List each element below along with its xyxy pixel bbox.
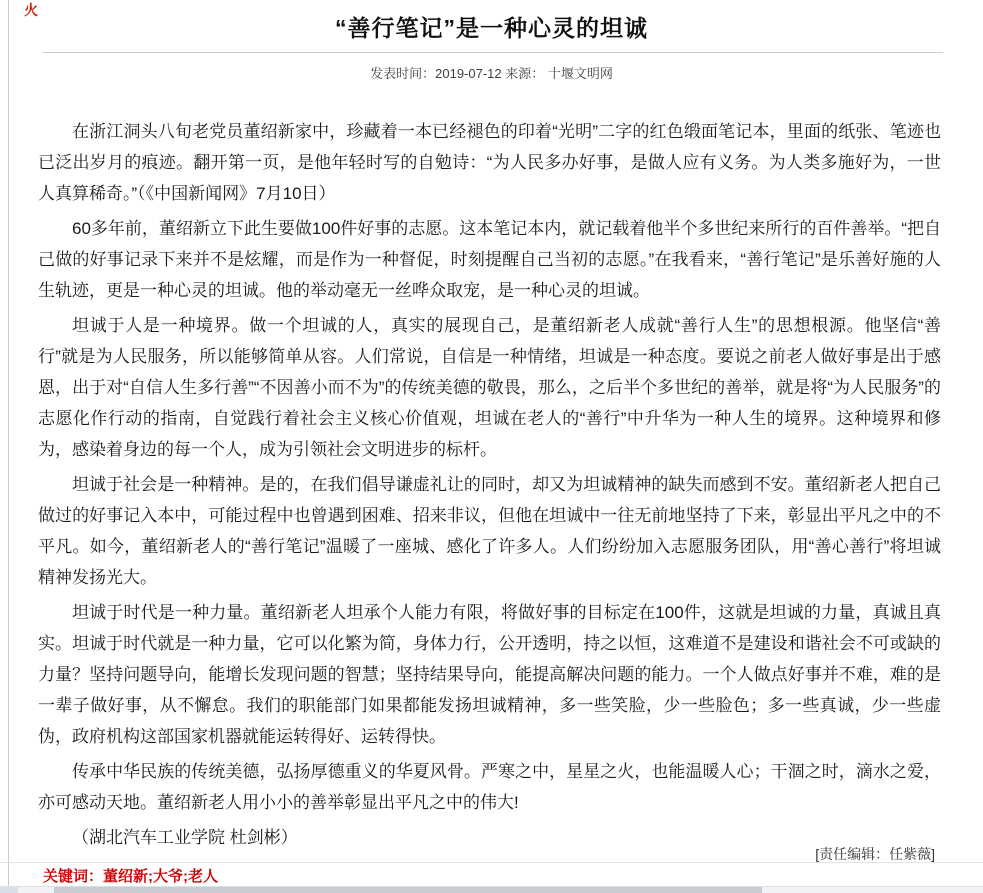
horizontal-scrollbar[interactable] xyxy=(0,886,983,893)
scrollbar-left-button[interactable] xyxy=(0,887,18,893)
title-divider xyxy=(43,52,943,53)
footer-divider xyxy=(0,862,983,863)
keywords-row xyxy=(43,867,218,886)
keywords-label: 关键词： xyxy=(43,868,104,885)
article-title: “善行笔记”是一种心灵的坦诚 xyxy=(335,15,648,41)
article-signature: （湖北汽车工业学院 杜剑彬） xyxy=(72,828,298,847)
scrollbar-thumb[interactable] xyxy=(54,887,762,893)
keyword-links[interactable]: 董绍新;大爷;老人 xyxy=(103,868,219,885)
article-meta: 发表时间：2019-07-12 来源： 十堰文明网 xyxy=(370,66,613,81)
corner-fire-icon: 火 xyxy=(24,2,38,18)
paragraph: 60多年前，董绍新立下此生要做100件好事的志愿。这本笔记本内，就记载着他半个多世纪来所行的百件善举。“把自己做的好事记录下来并不是炫耀，而是作为一种督促，时刻提醒自己当初的志愿。”在我看来，“善行笔记”是乐善好施的人生轨迹，更是一种心灵的坦诚。他的举动毫无一丝哗众取宠，是一种心灵的坦诚。 xyxy=(38,219,941,300)
paragraph: 坦诚于社会是一种精神。是的，在我们倡导谦虚礼让的同时，却又为坦诚精神的缺失而感到不安。董绍新老人把自己做过的好事记入本中，可能过程中也曾遇到困难、招来非议，但他在坦诚中一往无前地坚持了下来，彰显出平凡之中的不平凡。如今，董绍新老人的“善行笔记”温暖了一座城、感化了许多人。人们纷纷加入志愿服务团队，用“善心善行”将坦诚精神发扬光大。 xyxy=(38,475,941,587)
paragraph: 坦诚于时代是一种力量。董绍新老人坦承个人能力有限，将做好事的目标定在100件，这就是坦诚的力量，真诚且真实。坦诚于时代就是一种力量，它可以化繁为简，身体力行，公开透明，持之以恒，这难道不是建设和谐社会不可或缺的力量？坚持问题导向，能增长发现问题的智慧；坚持结果导向，能提高解决问题的能力。一个人做点好事并不难，难的是一辈子做好事，从不懈怠。我们的职能部门如果都能发扬坦诚精神，多一些笑脸，少一些脸色；多一些真诚，少一些虚伪，政府机构这部国家机器就能运转得好、运转得快。 xyxy=(38,603,941,746)
paragraph: 在浙江洞头八旬老党员董绍新家中，珍藏着一本已经褪色的印着“光明”二字的红色缎面笔记本，里面的纸张、笔迹也已泛出岁月的痕迹。翻开第一页，是他年轻时写的自勉诗：“为人民多办好事，是做人应有义务。为人类多施好为，一世人真算稀奇。”（《中国新闻网》7月10日） xyxy=(38,122,941,203)
editor-credit: [责任编辑：任紫薇] xyxy=(815,846,935,862)
article-body xyxy=(38,116,941,853)
paragraph: 坦诚于人是一种境界。做一个坦诚的人，真实的展现自己，是董绍新老人成就“善行人生”的思想根源。他坚信“善行”就是为人民服务，所以能够简单从容。人们常说，自信是一种情绪，坦诚是一种态度。要说之前老人做好事是出于感恩，出于对“自信人生多行善”“不因善小而不为”的传统美德的敬畏，那么，之后半个多世纪的善举，就是将“为人民服务”的志愿化作行动的指南，自觉践行着社会主义核心价值观，坦诚在老人的“善行”中升华为一种人生的境界。这种境界和修为，感染着身边的每一个人，成为引领社会文明进步的标杆。 xyxy=(38,316,941,459)
page-left-border xyxy=(8,0,9,886)
paragraph: 传承中华民族的传统美德，弘扬厚德重义的华夏风骨。严寒之中，星星之火，也能温暖人心；干涸之时，滴水之爱，亦可感动天地。董绍新老人用小小的善举彰显出平凡之中的伟大! xyxy=(38,762,941,812)
